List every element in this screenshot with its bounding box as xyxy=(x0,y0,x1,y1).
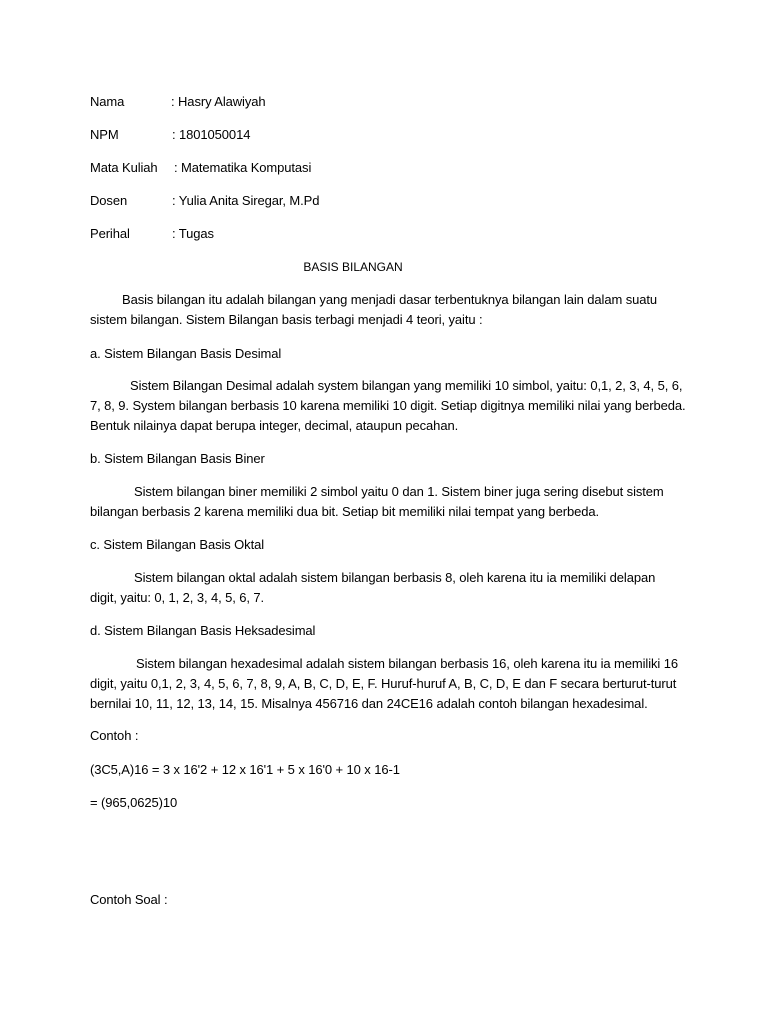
intro-line-2: sistem bilangan. Sistem Bilangan basis terbagi menjadi 4 teori, yaitu : xyxy=(90,312,483,327)
contoh-soal-heading xyxy=(90,890,690,910)
section-d-paragraph xyxy=(90,654,690,714)
example-equation-2-text: = (965,0625)10 xyxy=(90,795,178,810)
intro-line-1: Basis bilangan itu adalah bilangan yang menjadi dasar terbentuknya bilangan lain dalam suatu xyxy=(122,292,658,307)
dosen-value: : Yulia Anita Siregar, M.Pd xyxy=(172,193,320,208)
section-b-line-1: Sistem bilangan biner memiliki 2 simbol yaitu 0 dan 1. Sistem biner juga sering disebut sistem xyxy=(134,484,664,499)
section-b-paragraph xyxy=(90,482,690,522)
nama-value: : Hasry Alawiyah xyxy=(171,94,266,109)
example-equation-1 xyxy=(90,760,690,780)
example-heading-text: Contoh : xyxy=(90,728,139,743)
example-equation-1-text: (3C5,A)16 = 3 x 16'2 + 12 x 16'1 + 5 x 16'0 + 10 x 16-1 xyxy=(90,762,400,777)
section-a-heading xyxy=(90,344,690,364)
mata-kuliah-value: : Matematika Komputasi xyxy=(174,160,312,175)
section-c-heading xyxy=(90,535,690,555)
contoh-soal-heading-text: Contoh Soal : xyxy=(90,892,168,907)
example-equation-2 xyxy=(90,793,690,813)
section-b-line-2: bilangan berbasis 2 karena memiliki dua bit. Setiap bit memiliki nilai tempat yang berbeda. xyxy=(90,504,600,519)
dosen-label: Dosen xyxy=(90,193,128,208)
example-heading xyxy=(90,726,690,746)
section-a-heading-text: a. Sistem Bilangan Basis Desimal xyxy=(90,346,282,361)
npm-label: NPM xyxy=(90,127,119,142)
section-d-heading xyxy=(90,621,690,641)
intro-paragraph xyxy=(90,290,690,330)
perihal-value: : Tugas xyxy=(172,226,214,241)
section-d-line-2: digit, yaitu 0,1, 2, 3, 4, 5, 6, 7, 8, 9, A, B, C, D, E, F. Huruf-huruf A, B, C, D, E dan F secara berturut-turut xyxy=(90,676,677,691)
perihal-label: Perihal xyxy=(90,226,130,241)
section-b-heading xyxy=(90,449,690,469)
section-a-line-3: Bentuk nilainya dapat berupa integer, decimal, ataupun pecahan. xyxy=(90,418,459,433)
section-c-paragraph xyxy=(90,568,690,608)
npm-value: : 1801050014 xyxy=(172,127,251,142)
nama-label: Nama xyxy=(90,94,125,109)
section-b-heading-text: b. Sistem Bilangan Basis Biner xyxy=(90,451,265,466)
section-d-line-3: bernilai 10, 11, 12, 13, 14, 15. Misalnya 456716 dan 24CE16 adalah contoh bilangan hexadesimal. xyxy=(90,696,648,711)
section-c-line-1: Sistem bilangan oktal adalah sistem bilangan berbasis 8, oleh karena itu ia memiliki delapan xyxy=(134,570,656,585)
section-a-paragraph xyxy=(90,376,690,436)
section-d-line-1: Sistem bilangan hexadesimal adalah sistem bilangan berbasis 16, oleh karena itu ia memiliki 16 xyxy=(136,656,678,671)
section-d-heading-text: d. Sistem Bilangan Basis Heksadesimal xyxy=(90,623,316,638)
document-title: BASIS BILANGAN xyxy=(303,260,403,274)
section-a-line-1: Sistem Bilangan Desimal adalah system bilangan yang memiliki 10 simbol, yaitu: 0,1, 2, 3, 4, 5, 6, xyxy=(130,378,683,393)
mata-kuliah-label: Mata Kuliah xyxy=(90,160,158,175)
section-a-line-2: 7, 8, 9. System bilangan berbasis 10 karena memiliki 10 digit. Setiap digitnya memiliki nilai yang berbeda. xyxy=(90,398,686,413)
section-c-heading-text: c. Sistem Bilangan Basis Oktal xyxy=(90,537,265,552)
section-c-line-2: digit, yaitu: 0, 1, 2, 3, 4, 5, 6, 7. xyxy=(90,590,265,605)
